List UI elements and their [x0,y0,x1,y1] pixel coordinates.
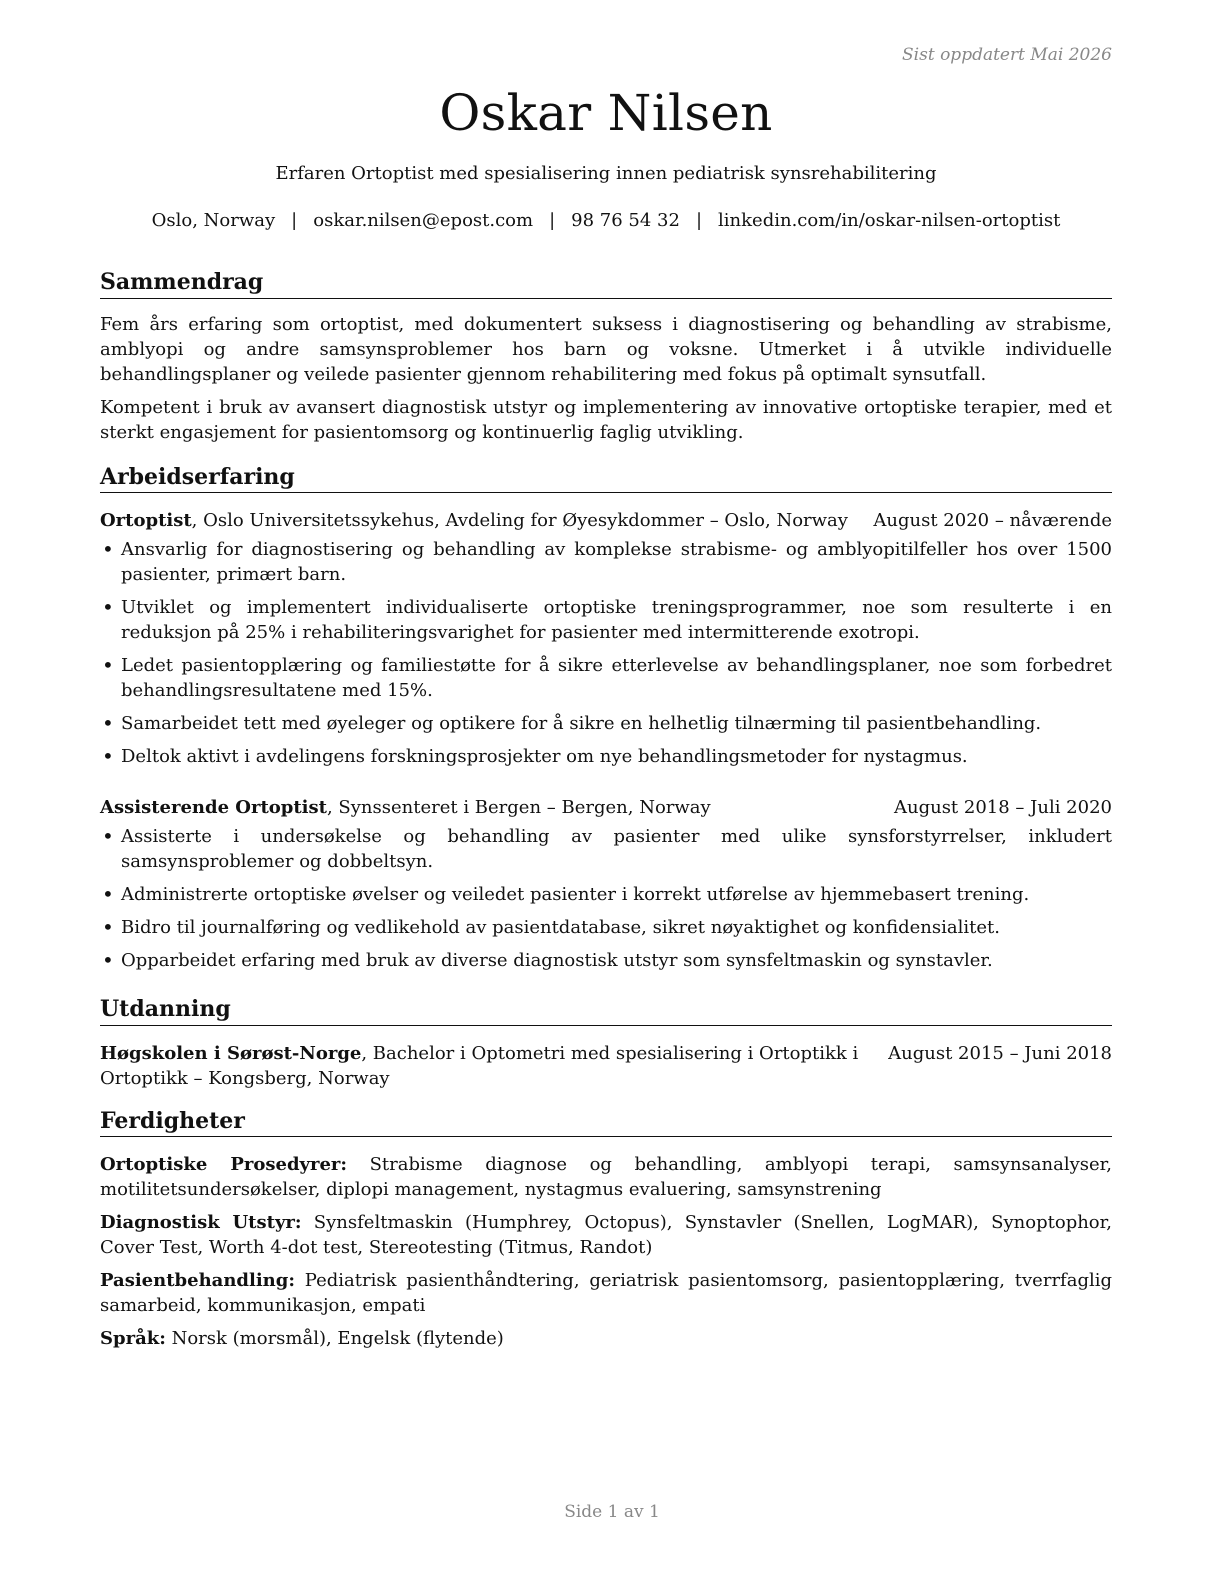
skill-text: Synsfeltmaskin (Humphrey, Octopus), Synstavler (Snellen, LogMAR), Synoptophor, Cover Test, Worth 4-dot test, Stereotesting (Titmus, Randot) [100,1212,1112,1259]
skill-label: Ortoptiske Prosedyrer: [100,1154,348,1176]
candidate-name: Oskar Nilsen [439,84,773,142]
job-header [100,795,1112,820]
bullet-item: • Ansvarlig for diagnostisering og behandling av komplekse strabisme- og amblyopitilfeller hos over 1500 pasienter, primært barn. [100,537,1112,587]
bullet-item: • Samarbeidet tett med øyeleger og optikere for å sikre en helhetlig tilnærming til pasientbehandling. [100,711,1112,736]
page-number: Side 1 av 1 [564,1502,660,1522]
separator: | [291,210,298,231]
education-degree: , Bachelor i Optometri med spesialisering i Ortoptikk i Ortoptikk – Kongsberg, Norway [100,1042,859,1089]
job-org: , Synssenteret i Bergen – Bergen, Norway [326,797,711,819]
experience-section [100,463,1112,974]
bullet-item: • Utviklet og implementert individualiserte ortoptiske treningsprogrammer, noe som resulterte i en reduksjon på 25% i rehabiliteringsvarighet for pasienter med intermitterende exotropi. [100,595,1112,645]
job-role: Assisterende Ortoptist [100,797,327,819]
job-bullets [100,537,1112,769]
job-dates: August 2018 – Juli 2020 [893,797,1112,819]
contact-linkedin[interactable]: linkedin.com/in/oskar-nilsen-ortoptist [718,210,1061,231]
skill-text: Norsk (morsmål), Engelsk (flytende) [165,1328,504,1350]
skill-line [100,1326,1112,1351]
section-title-experience: Arbeidserfaring [100,463,1112,494]
section-title-education: Utdanning [100,995,1112,1026]
skill-text: Strabisme diagnose og behandling, amblyopi terapi, samsynsanalyser, motilitetsundersøkelser, diplopi management, nystagmus evaluering, samsynstrening [100,1154,1113,1201]
skill-line [100,1268,1112,1318]
job-bullets [100,824,1112,973]
skill-text: Pediatrisk pasienthåndtering, geriatrisk pasientomsorg, pasientopplæring, tverrfaglig samarbeid, kommunikasjon, empati [100,1270,1112,1317]
education-dates: August 2015 – Juni 2018 [888,1042,1112,1064]
job-entry [100,795,1112,973]
job-title [100,508,848,533]
separator: | [695,210,703,231]
job-org: , Oslo Universitetssykehus, Avdeling for Øyesykdommer – Oslo, Norway [191,510,848,532]
contact-phone: 98 76 54 32 [571,210,680,231]
section-title-summary: Sammendrag [100,268,1112,299]
summary-paragraph: Fem års erfaring som ortoptist, med dokumentert suksess i diagnostisering og behandling av strabisme, amblyopi og andre samsynsproblemer hos barn og voksne. Utmerket i å utvikle individuelle behandlingsplaner og veilede pasienter gjennom rehabilitering med fokus på optimalt synsutfall. [100,313,1112,385]
skill-line [100,1210,1112,1260]
job-title [100,795,711,820]
bullet-item: • Opparbeidet erfaring med bruk av diverse diagnostisk utstyr som synsfeltmaskin og synstavler. [100,948,1112,973]
contact-location: Oslo, Norway [151,210,276,231]
last-updated: Sist oppdatert Mai 2026 [902,45,1112,65]
contact-line [100,210,1112,231]
education-section [100,995,1112,1091]
section-title-skills: Ferdigheter [100,1107,1112,1138]
job-role: Ortoptist [100,510,192,532]
job-entry [100,508,1112,769]
summary-paragraph: Kompetent i bruk av avansert diagnostisk utstyr og implementering av innovative ortoptiske terapier, med et sterkt engasjement for pasientomsorg og kontinuerlig faglig utvikling. [100,396,1112,443]
skill-label: Diagnostisk Utstyr: [100,1212,302,1234]
skill-label: Språk: [100,1328,166,1350]
skills-section [100,1107,1112,1352]
bullet-item: • Assisterte i undersøkelse og behandling av pasienter med ulike synsforstyrrelser, inkludert samsynsproblemer og dobbeltsyn. [100,824,1112,874]
bullet-item: • Administrerte ortoptiske øvelser og veiledet pasienter i korrekt utførelse av hjemmebasert trening. [100,882,1112,907]
job-header [100,508,1112,533]
skill-label: Pasientbehandling: [100,1270,295,1292]
summary-section [100,268,1112,445]
contact-email[interactable]: oskar.nilsen@epost.com [313,210,534,231]
education-entry [100,1041,1112,1091]
separator: | [549,210,556,231]
skill-line [100,1152,1112,1202]
education-detail [100,1041,880,1091]
education-school: Høgskolen i Sørøst-Norge [100,1042,362,1064]
bullet-item: • Ledet pasientopplæring og familiestøtte for å sikre etterlevelse av behandlingsplaner, noe som forbedret behandlingsresultatene med 15%. [100,653,1112,703]
tagline: Erfaren Ortoptist med spesialisering innen pediatrisk synsrehabilitering [275,163,937,184]
bullet-item: • Deltok aktivt i avdelingens forskningsprosjekter om nye behandlingsmetoder for nystagmus. [100,744,1112,769]
bullet-item: • Bidro til journalføring og vedlikehold av pasientdatabase, sikret nøyaktighet og konfidensialitet. [100,915,1112,940]
job-dates: August 2020 – nåværende [873,510,1112,532]
